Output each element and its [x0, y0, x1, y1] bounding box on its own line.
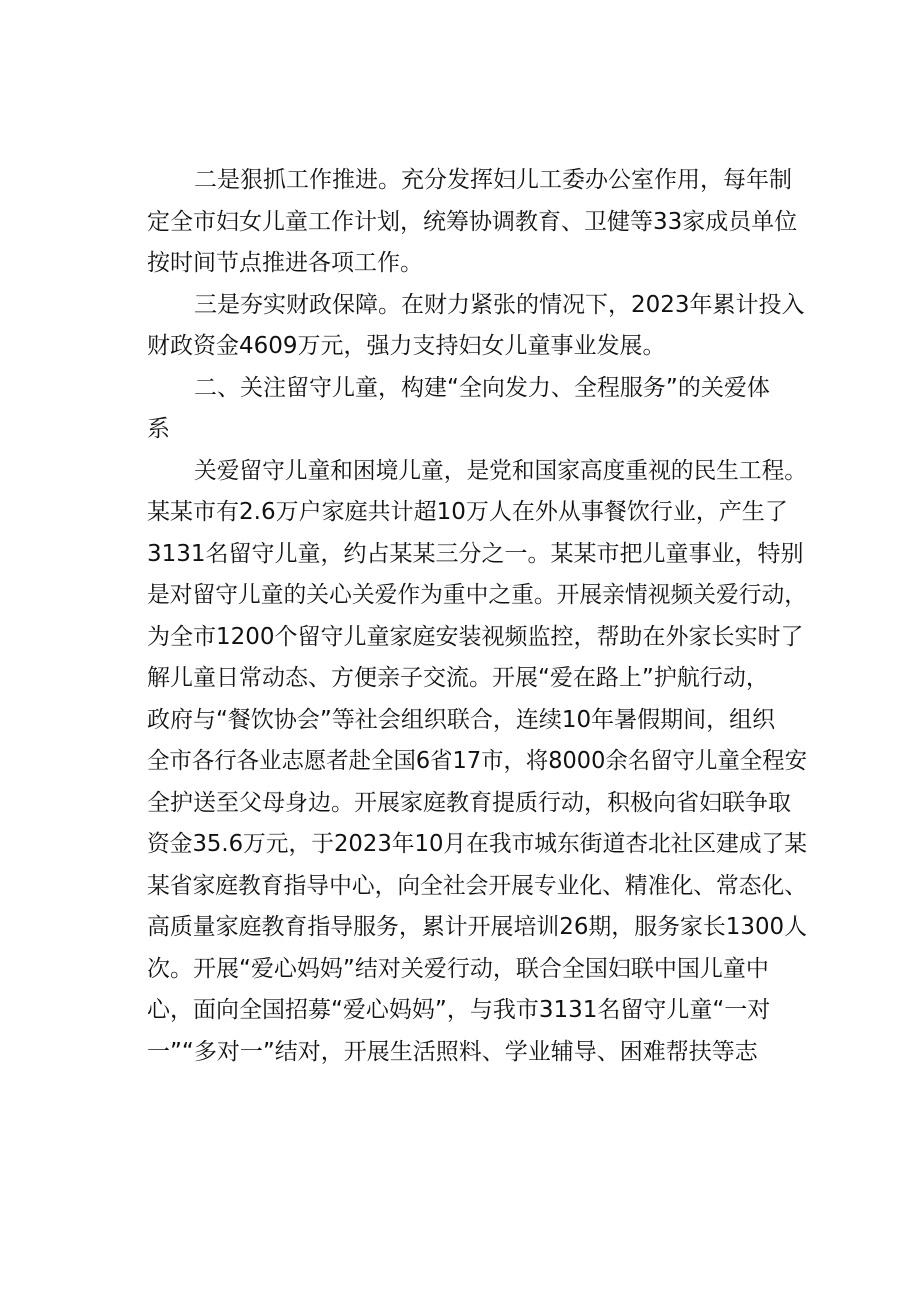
text-line: 三是夯实财政保障。在财力紧张的情况下，2023年累计投入 [194, 291, 805, 318]
text-line: 全护送至父母身边。开展家庭教育提质行动，积极向省妇联争取 [147, 789, 791, 816]
text-line: 资金35.6万元，于2023年10月在我市城东街道杏北社区建成了某 [147, 831, 807, 857]
text-line: 是对留守儿童的关心关爱作为重中之重。开展亲情视频关爱行动， [147, 582, 807, 608]
text-line: 二是狠抓工作推进。充分发挥妇儿工委办公室作用，每年制 [194, 167, 792, 193]
text-line: 高质量家庭教育指导服务，累计开展培训26期，服务家长1300人 [147, 914, 807, 940]
text-line: 为全市1200个留守儿童家庭安装视频监控，帮助在外家长实时了 [147, 623, 804, 650]
text-line: 系 [147, 416, 170, 442]
text-line: 某某市有2.6万户家庭共计超10万人在外从事餐饮行业，产生了 [147, 499, 788, 525]
text-line: 定全市妇女儿童工作计划，统筹协调教育、卫健等33家成员单位 [147, 208, 798, 235]
text-line: 某省家庭教育指导中心，向全社会开展专业化、精准化、常态化、 [147, 872, 807, 899]
text-line: 次。开展“爱心妈妈”结对关爱行动，联合全国妇联中国儿童中 [147, 955, 769, 982]
text-line: 解儿童日常动态、方便亲子交流。开展“爱在路上”护航行动， [147, 665, 769, 691]
text-line: 心，面向全国招募“爱心妈妈”，与我市3131名留守儿童“一对 [147, 997, 771, 1023]
document-body [147, 160, 807, 1073]
text-line: 二、关注留守儿童，构建“全向发力、全程服务”的关爱体 [194, 374, 770, 401]
text-line: 政府与“餐饮协会”等社会组织联合，连续10年暑假期间，组织 [147, 706, 776, 733]
text-line: 关爱留守儿童和困境儿童，是党和国家高度重视的民生工程。 [194, 457, 807, 484]
text-line: 财政资金4609万元，强力支持妇女儿童事业发展。 [147, 333, 666, 359]
text-line: 按时间节点推进各项工作。 [147, 250, 423, 276]
text-line: 全市各行各业志愿者赴全国6省17市，将8000余名留守儿童全程安 [147, 748, 807, 774]
text-line: 3131名留守儿童，约占某某三分之一。某某市把儿童事业，特别 [147, 540, 804, 567]
text-line: 一”“多对一”结对，开展生活照料、学业辅导、困难帮扶等志 [147, 1038, 758, 1065]
